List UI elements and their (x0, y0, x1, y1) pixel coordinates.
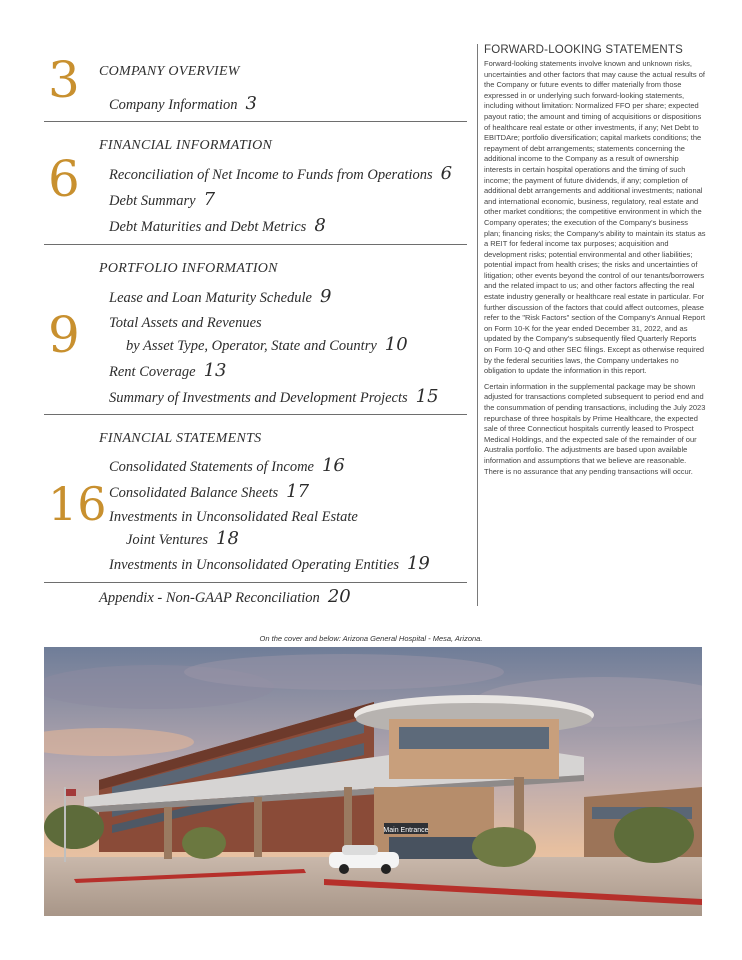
toc-entry-label: Consolidated Balance Sheets (109, 485, 279, 501)
section-title: FINANCIAL INFORMATION (99, 138, 273, 153)
toc-entry-label: Company Information (109, 97, 238, 113)
fls-heading: FORWARD-LOOKING STATEMENTS (484, 44, 684, 56)
fls-paragraph-2: Certain information in the supplemental package may be shown adjusted for transactions completed subsequent to period end and the consummation of pending transactions, including the July 2023 repurchase of three hospitals by Prime Healthcare, the expected sale of three Connecticut hospitals currently leased to Prospect Medical Holdings, and the expected sale of the remainder of our Australia portfolio. The adjustments are based upon available information and assumptions that we believe are reasonable. There is no assurance that any pending transactions will occur. (484, 381, 706, 476)
toc-entry-label-line2: Joint Ventures (126, 532, 209, 548)
photo-caption: On the cover and below: Arizona General Hospital - Mesa, Arizona. (259, 634, 483, 643)
table-of-contents (44, 40, 467, 607)
hospital-photo (44, 647, 702, 916)
toc-entry-page: 17 (286, 481, 310, 502)
toc-entry-operating-entities[interactable] (109, 553, 430, 574)
toc-entry-rent-coverage[interactable] (109, 360, 226, 381)
toc-entry-page: 6 (440, 163, 453, 184)
section-title: FINANCIAL STATEMENTS (99, 431, 262, 446)
toc-entry-page: 15 (415, 386, 439, 407)
toc-entry-page: 19 (406, 553, 430, 574)
toc-entry-page: 10 (384, 334, 408, 355)
toc-entry-label: Consolidated Statements of Income (109, 459, 314, 475)
toc-entry-debt-summary[interactable] (109, 189, 215, 210)
toc-entry-page: 7 (203, 189, 216, 210)
section-number: 6 (48, 150, 80, 208)
toc-entry-page: 18 (216, 528, 239, 549)
toc-entry-balance-sheets[interactable] (109, 481, 309, 502)
main-entrance-sign: Main Entrance (383, 827, 429, 834)
section-number: 9 (48, 306, 80, 364)
toc-entry-label: Rent Coverage (109, 364, 196, 380)
toc-entry-investments-development[interactable] (109, 386, 439, 407)
toc-entry-label: Investments in Unconsolidated Real Estate (109, 509, 358, 525)
toc-entry-label: Debt Summary (109, 193, 196, 209)
toc-entry-label-line2: by Asset Type, Operator, State and Country (126, 338, 377, 354)
toc-entry-statements-income[interactable] (109, 455, 345, 476)
toc-entry-total-assets-revenues[interactable] (109, 315, 408, 355)
toc-entry-lease-loan-maturity[interactable] (109, 286, 331, 307)
section-number: 3 (48, 51, 80, 109)
toc-entry-page: 16 (321, 455, 345, 476)
toc-entry-page: 20 (327, 586, 351, 607)
toc-entry-label: Total Assets and Revenues (109, 315, 262, 331)
toc-section-financial-information (44, 122, 467, 245)
toc-entry-page: 3 (245, 93, 257, 114)
section-title: PORTFOLIO INFORMATION (99, 261, 278, 276)
toc-section-financial-statements (44, 415, 467, 583)
toc-entry-label: Lease and Loan Maturity Schedule (109, 290, 312, 306)
toc-section-portfolio-information (44, 245, 467, 415)
toc-entry-debt-maturities[interactable] (109, 215, 326, 236)
section-number: 16 (48, 477, 107, 531)
toc-entry-reconciliation[interactable] (109, 163, 452, 184)
toc-entry-appendix[interactable] (99, 586, 351, 607)
forward-looking-statements (484, 44, 706, 482)
toc-entry-label: Investments in Unconsolidated Operating Entities (109, 557, 399, 573)
toc-entry-label: Reconciliation of Net Income to Funds from Operations (109, 167, 433, 183)
toc-entry-company-information[interactable] (109, 93, 257, 114)
toc-section-company-overview (44, 40, 467, 122)
column-divider (477, 44, 478, 606)
toc-entry-page: 13 (203, 360, 227, 381)
toc-entry-page: 8 (314, 215, 326, 236)
toc-entry-real-estate-jv[interactable] (109, 509, 358, 549)
section-title: COMPANY OVERVIEW (99, 64, 240, 79)
toc-entry-label: Summary of Investments and Development Projects (109, 390, 408, 406)
toc-entry-page: 9 (319, 286, 332, 307)
fls-paragraph-1: Forward-looking statements involve known and unknown risks, uncertainties and other factors that may cause the actual results of the Company or future events to differ materially from those expressed in or underlying such forward-looking statements, including without limitation: Normalized FFO per share; expected payout ratio; the amount and timing of acquisitions or dispositions of healthcare real estate or other investments, if any; Net Debt to EBITDAre; portfolio diversification; capital markets conditions; the repayment of debt arrangements; statements concerning the additional income to the Company as a result of ownership interests in certain hospital operations and the timing of such income; the payment of future dividends, if any; completion of additional debt arrangements and additional investments; national and international economic, business, regulatory, real estate and other market conditions; the competitive environment in which the Company operates; the execution of the Company's business plan; financing risks; the Company's ability to maintain its status as a REIT for federal income tax purposes; acquisition and development risks; potential environmental and other liabilities; potential impact from health crises; the risks and uncertainties of litigation; other events beyond the control of our tenants/borrowers and the related impact to us; and other factors affecting the real estate industry generally or healthcare real estate in particular. For further discussion of the factors that could affect outcomes, please refer to the "Risk Factors" section of the Company's Annual Report on Form 10-K for the year ended December 31, 2022, and as updated by the Company's subsequently filed Quarterly Reports on Form 10-Q and other SEC filings. Except as otherwise required by the federal securities laws, the Company undertakes no obligation to update the information in this report. (484, 59, 706, 376)
toc-entry-label: Appendix - Non-GAAP Reconciliation (99, 590, 320, 606)
toc-entry-label: Debt Maturities and Debt Metrics (109, 219, 307, 235)
